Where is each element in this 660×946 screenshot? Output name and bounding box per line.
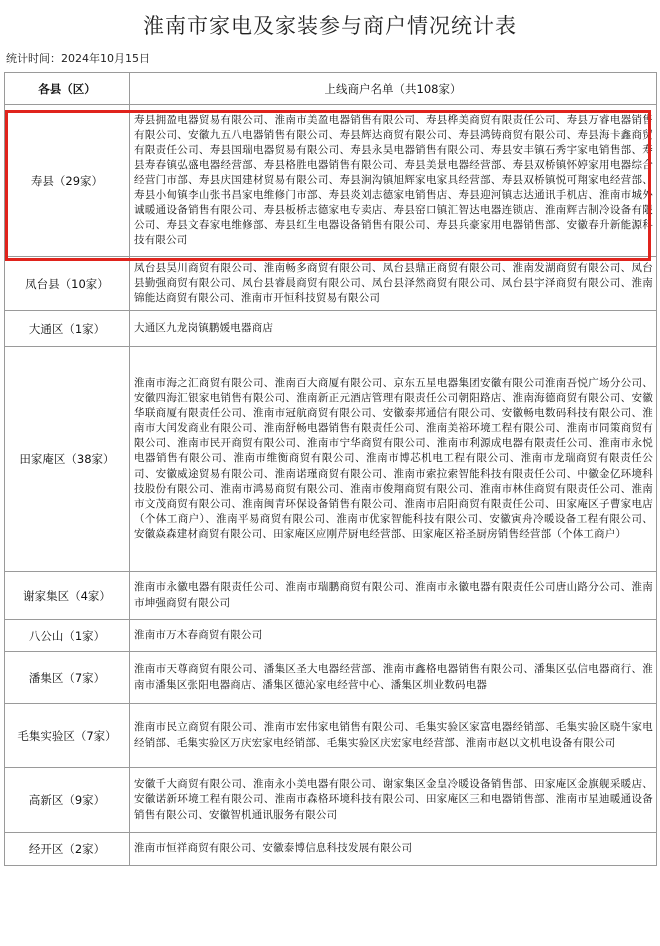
merchants-cell: 淮南市海之汇商贸有限公司、淮南百大商厦有限公司、京东五星电器集团安徽有限公司淮南吾悦广场分公司、安徽四海汇银家电销售有限公司、淮南新正元酒店管理有限责任公司朝阳路店、淮南海德商贸有限公司、安徽华联商厦有限责任公司、淮南市冠航商贸有限公司、安徽泰邦通信有限公司、安徽畅电数码科技有限公司、淮南市大闰发商业有限公司、淮南舒畅电器销售有限责任公司、淮南美裕环境工程有限公司、淮南市同策商贸有限公司、淮南市民开商贸有限公司、淮南市宁华商贸有限公司、淮南市利源成电器有限责任公司、淮南市永悦电器销售有限公司、淮南市维衡商贸有限公司、淮南市博芯机电工程有限公司、淮南市龙瑞商贸有限责任公司、安徽威途贸易有限公司、淮南诺瑾商贸有限公司、淮南市索拉索智能科技有限责任公司、中徽金亿环境科技股份有限公司、淮南市鸿易商贸有限公司、淮南市俊翔商贸有限公司、淮南市林佳商贸有限责任公司、淮南市文茂商贸有限公司、淮南闽青环保设备销售有限公司、淮南市启阳商贸有限责任公司、田家庵区子曹家电店（个体工商户）、淮南平易商贸有限公司、淮南市优家智能科技有限公司、安徽寅舟冷暖设备工程有限公司、安徽焱森建材商贸有限公司、田家庵区应刚芹厨电经营部、田家庵区裕圣厨房销售经营部（个体工商户） [130,347,657,572]
merchants-cell: 淮南市恒祥商贸有限公司、安徽泰博信息科技发展有限公司 [130,833,657,866]
county-cell: 毛集实验区（7家） [5,704,130,768]
table-row [5,652,657,704]
county-cell: 谢家集区（4家） [5,572,130,620]
county-cell: 凤台县（10家） [5,257,130,311]
county-cell: 潘集区（7家） [5,652,130,704]
table-row [5,833,657,866]
table-row [5,347,657,572]
header-county: 各县（区） [5,73,130,105]
merchants-cell: 淮南市天尊商贸有限公司、潘集区圣大电器经营部、淮南市鑫格电器销售有限公司、潘集区弘信电器商行、淮南市潘集区张阳电器商店、潘集区德沁家电经营中心、潘集区圳业数码电器 [130,652,657,704]
stat-time: 统计时间：2024年10月15日 [6,52,150,65]
table-row [5,620,657,652]
table-row [5,105,657,257]
merchants-cell: 淮南市民立商贸有限公司、淮南市宏伟家电销售有限公司、毛集实验区家富电器经销部、毛集实验区晓牛家电经销部、毛集实验区万庆宏家电经销部、毛集实验区庆宏家电经营部、淮南市赵以文机电设备有限公司 [130,704,657,768]
merchants-cell: 大通区九龙岗镇鹏媛电器商店 [130,311,657,347]
merchants-cell: 凤台县昊川商贸有限公司、淮南畅多商贸有限公司、凤台县鼎正商贸有限公司、淮南发湖商贸有限公司、凤台县勤强商贸有限公司、凤台县睿晨商贸有限公司、凤台县泽然商贸有限公司、凤台县宇泽商贸有限公司、淮南锦能达商贸有限公司、淮南市开恒科技贸易有限公司 [130,257,657,311]
county-cell: 高新区（9家） [5,768,130,833]
table-row [5,704,657,768]
merchants-cell: 淮南市万木春商贸有限公司 [130,620,657,652]
county-cell: 大通区（1家） [5,311,130,347]
table-header-row [5,73,657,105]
merchant-table [4,72,657,866]
page-title: 淮南市家电及家装参与商户情况统计表 [143,14,517,38]
merchants-cell: 淮南市永徽电器有限责任公司、淮南市瑞鹏商贸有限公司、淮南市永徽电器有限责任公司唐山路分公司、淮南市坤强商贸有限公司 [130,572,657,620]
table-row [5,311,657,347]
county-cell: 经开区（2家） [5,833,130,866]
county-cell: 田家庵区（38家） [5,347,130,572]
merchants-cell: 寿县拥盈电器贸易有限公司、淮南市美盈电器销售有限公司、寿县桦美商贸有限责任公司、寿县万睿电器销售有限公司、安徽九五八电器销售有限公司、寿县辉达商贸有限公司、寿县鸿铸商贸有限公司、寿县海卡鑫商贸有限责任公司、寿县国瑞电器贸易有限公司、寿县永昊电器销售有限公司、寿县安丰镇石秀宇家电销售部、寿县寿春镇弘盛电器经营部、寿县格胜电器销售有限公司、寿县美景电器经营部、寿县双桥镇怀婷家用电器综合经营门市部、寿县庆国建材贸易有限公司、寿县涧沟镇旭辉家电家具经营部、寿县双桥镇悦可翔家电经营部、寿县小甸镇李山张书昌家电维修门市部、寿县炎刘志德家电销售店、寿县迎河镇志达通讯手机店、淮南市城外诚暖通设备销售有限公司、寿县板桥志德家电专卖店、寿县窑口镇汇智达电器连锁店、淮南辉吉制冷设备有限公司、寿县文春家电维修部、寿县红生电器设备销售有限公司、寿县兵豪家用电器销售部、安徽春升新能源科技有限公司 [130,105,657,257]
table-row [5,572,657,620]
table-row [5,768,657,833]
header-merchants: 上线商户名单（共108家） [130,73,657,105]
county-cell: 寿县（29家） [5,105,130,257]
table-row [5,257,657,311]
merchants-cell: 安徽千大商贸有限公司、淮南永小美电器有限公司、谢家集区金皇冷暖设备销售部、田家庵区金旗舰采暖店、安徽诺新环境工程有限公司、淮南市森格环境科技有限公司、田家庵区三和电器销售部、淮南市星迪暖通设备销售有限公司、安徽智机通讯服务有限公司 [130,768,657,833]
county-cell: 八公山（1家） [5,620,130,652]
